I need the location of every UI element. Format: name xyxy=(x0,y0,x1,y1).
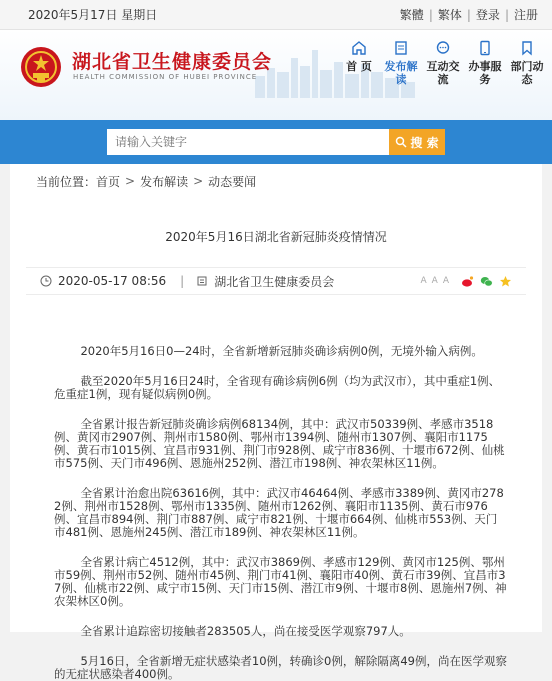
search-bar xyxy=(0,120,552,164)
article-paragraph: 全省累计追踪密切接触者283505人，尚在接受医学观察797人。 xyxy=(80,624,411,638)
breadcrumb-prefix: 当前位置： xyxy=(36,174,97,189)
site-subtitle: HEALTH COMMISSION OF HUBEI PROVINCE xyxy=(73,73,258,81)
publish-date: 2020-05-17 08:56 xyxy=(58,274,167,288)
login-link[interactable]: 登录 xyxy=(475,8,500,22)
breadcrumb-home[interactable]: 首页 xyxy=(96,174,121,189)
article-title: 2020年5月16日湖北省新冠肺炎疫情情况 xyxy=(165,230,387,244)
separator: | xyxy=(504,7,509,22)
nav-label: 办事服务 xyxy=(468,60,502,86)
main-nav xyxy=(338,40,548,86)
current-date: 2020年5月17日 星期日 xyxy=(28,8,158,22)
traditional-link-2[interactable]: 繁体 xyxy=(437,8,462,22)
chat-icon xyxy=(435,40,451,56)
article-paragraph: 全省累计治愈出院63616例，其中：武汉市46464例、孝感市3389例、黄冈市2782例、荆州市1528例、鄂州市1335例、随州市1262例、襄阳市1135例、黄石市976例、宜昌市894例、荆门市887例、咸宁市821例、十堰市664例、仙桃市553例、天门市481例、恩施州245例、潜江市189例、神农架林区11例。 xyxy=(54,486,504,539)
document-icon xyxy=(393,40,409,56)
mobile-icon xyxy=(477,40,493,56)
weibo-share-icon[interactable] xyxy=(461,275,474,288)
article-meta xyxy=(26,267,526,295)
separator: | xyxy=(466,7,471,22)
site-title[interactable]: 湖北省卫生健康委员会 xyxy=(72,51,273,73)
nav-item-home[interactable] xyxy=(338,40,380,86)
register-link[interactable]: 注册 xyxy=(513,8,538,22)
nav-label: 部门动态 xyxy=(510,60,544,86)
breadcrumb-arrow: > xyxy=(125,174,136,188)
article-source: 湖北省卫生健康委员会 xyxy=(214,274,335,289)
national-emblem-logo-icon xyxy=(20,46,62,88)
home-icon xyxy=(351,40,367,56)
article-paragraph: 全省累计报告新冠肺炎确诊病例68134例，其中：武汉市50339例、孝感市3518例、黄冈市2907例、荆州市1580例、鄂州市1394例、随州市1307例、襄阳市1175例、黄石市1015例、宜昌市931例、荆门市928例、咸宁市836例、十堰市672例、仙桃市575例、天门市496例、恩施州252例、潜江市198例、神农架林区11例。 xyxy=(54,417,505,470)
top-links xyxy=(400,6,538,23)
top-bar xyxy=(0,0,552,30)
site-header xyxy=(0,30,552,120)
breadcrumb xyxy=(10,164,542,198)
article-paragraph: 2020年5月16日0—24时，全省新增新冠肺炎确诊病例0例，无境外输入病例。 xyxy=(80,344,483,358)
breadcrumb-arrow: > xyxy=(193,174,204,188)
nav-item-department[interactable] xyxy=(506,40,548,86)
breadcrumb-news[interactable]: 动态要闻 xyxy=(208,174,257,189)
article-paragraph: 全省累计病亡4512例，其中：武汉市3869例、孝感市129例、黄冈市125例、鄂州市59例、荆州市52例、随州市45例、荆门市41例、襄阳市40例、黄石市39例、宜昌市37例、仙桃市22例、咸宁市15例、天门市15例、潜江市9例、十堰市8例、恩施州7例、神农架林区0例。 xyxy=(54,555,507,608)
font-size-medium[interactable]: A xyxy=(431,276,438,286)
search-button[interactable] xyxy=(389,129,445,155)
bookmark-icon xyxy=(519,40,535,56)
article-body xyxy=(10,345,542,681)
source-icon xyxy=(196,275,208,287)
search-input[interactable] xyxy=(107,129,389,155)
search-icon xyxy=(395,136,407,148)
article-paragraph: 5月16日，全省新增无症状感染者10例，转确诊0例，解除隔离49例，尚在医学观察的无症状感染者400例。 xyxy=(54,654,507,681)
font-size-small[interactable]: A xyxy=(442,276,449,286)
traditional-link-1[interactable]: 繁體 xyxy=(399,8,424,22)
nav-item-interaction[interactable] xyxy=(422,40,464,86)
nav-label: 首 页 xyxy=(346,60,372,73)
nav-label: 互动交流 xyxy=(426,60,460,86)
nav-label: 发布解读 xyxy=(384,60,418,86)
favorite-star-icon[interactable] xyxy=(499,275,512,288)
separator: | xyxy=(180,274,185,288)
font-size-large[interactable]: A xyxy=(420,276,427,286)
nav-item-services[interactable] xyxy=(464,40,506,86)
search-button-label: 搜 索 xyxy=(410,135,439,150)
article-paragraph: 截至2020年5月16日24时，全省现有确诊病例6例（均为武汉市），其中重症1例、危重症1例，现有疑似病例0例。 xyxy=(54,374,501,401)
separator: | xyxy=(428,7,433,22)
clock-icon xyxy=(40,275,52,287)
breadcrumb-release[interactable]: 发布解读 xyxy=(140,174,189,189)
article-panel xyxy=(10,164,542,681)
wechat-share-icon[interactable] xyxy=(480,275,493,288)
nav-item-release[interactable] xyxy=(380,40,422,86)
